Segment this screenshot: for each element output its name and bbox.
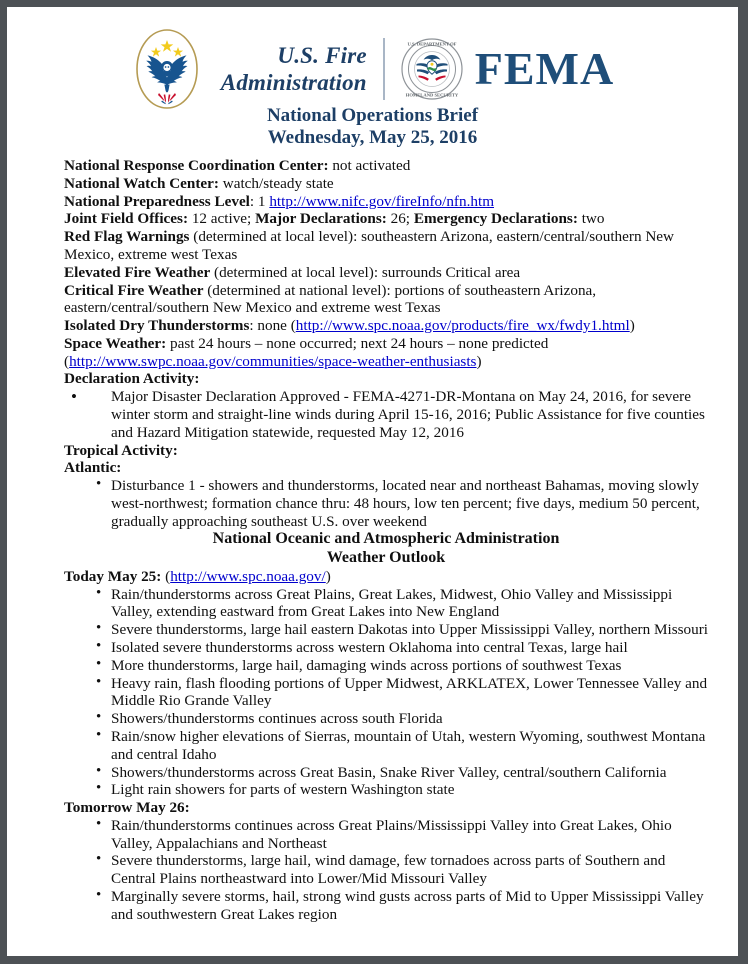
svg-text:U.S. DEPARTMENT OF: U.S. DEPARTMENT OF: [407, 41, 457, 47]
space-weather-line: [64, 335, 708, 353]
elevated-fire-weather-label: Elevated Fire Weather: [64, 263, 211, 281]
tropical-activity-list: [64, 477, 708, 530]
swpc-link[interactable]: http://www.swpc.noaa.gov/communities/space-weather-enthusiasts: [69, 352, 477, 370]
spc-fire-wx-link[interactable]: http://www.spc.noaa.gov/products/fire_wx/fwdy1.html: [295, 317, 630, 335]
list-item: • Rain/thunderstorms across Great Plains, Great Lakes, Midwest, Ohio Valley and Mississippi Valley, extending eastward from Great Lakes into New England: [64, 586, 708, 622]
noaa-heading-line1: National Oceanic and Atmospheric Administration: [212, 530, 560, 548]
list-item: • Major Disaster Declaration Approved - FEMA-4271-DR-Montana on May 24, 2016, for severe winter storm and straight-line winds during April 15-16, 2016; Public Assistance for five counties and Hazard Mitigation statewide, requested May 12, 2016: [64, 388, 708, 441]
emergency-declarations-value: two: [577, 210, 605, 228]
critical-fire-weather-line: [64, 282, 708, 318]
nrcc-label: National Response Coordination Center:: [64, 157, 329, 175]
nifc-link[interactable]: http://www.nifc.gov/fireInfo/nfn.htm: [269, 192, 495, 210]
red-flag-warnings-value: (determined at local level): southeastern Arizona, eastern/central/southern New Mexico, extreme west Texas: [64, 228, 675, 263]
document-page: [7, 7, 738, 956]
today-forecast-list: [64, 586, 708, 799]
declaration-activity-list: [64, 388, 708, 441]
list-item: • Isolated severe thunderstorms across western Oklahoma into central Texas, large hail: [64, 639, 708, 657]
space-weather-link-line: [64, 353, 708, 371]
critical-fire-weather-value: (determined at national level): portions of southeastern Arizona, eastern/central/southern New Mexico and extreme west Texas: [64, 281, 597, 317]
isolated-dry-thunderstorms-label: Isolated Dry Thunderstorms: [64, 317, 250, 335]
red-flag-warnings-line: [64, 228, 708, 264]
usfa-wordmark-line1: U.S. Fire: [277, 42, 367, 68]
jfo-value: 12 active;: [188, 210, 256, 228]
red-flag-warnings-label: Red Flag Warnings: [64, 228, 190, 246]
list-item: • Severe thunderstorms, large hail, wind damage, few tornadoes across parts of Southern and Central Plains northeastward into Lower/Mid Missouri Valley: [64, 852, 708, 888]
today-heading: [64, 568, 708, 586]
list-item: • Rain/thunderstorms continues across Great Plains/Mississippi Valley into Great Lakes, Ohio Valley, Appalachians and Northeast: [64, 817, 708, 853]
npl-value: : 1: [249, 192, 270, 210]
elevated-fire-weather-line: [64, 264, 708, 282]
usfa-wordmark-line2: Administration: [220, 70, 367, 95]
nwc-line: [64, 175, 708, 193]
document-body: [64, 157, 708, 923]
usfa-eagle-seal-icon: [131, 27, 203, 111]
page-title: [7, 105, 738, 149]
list-item: • Light rain showers for parts of western Washington state: [64, 781, 708, 799]
document-header: [7, 7, 738, 98]
space-weather-paren-close: ): [476, 352, 482, 370]
dhs-homeland-security-seal-icon: [401, 38, 463, 100]
isolated-dry-thunderstorms-close: ): [629, 317, 635, 335]
space-weather-paren-open: (: [64, 352, 70, 370]
fema-wordmark: FEMA: [474, 43, 615, 94]
list-item: • Marginally severe storms, hail, strong wind gusts across parts of Mid to Upper Mississippi Valley and southwestern Great Lakes region: [64, 888, 708, 924]
list-item: • More thunderstorms, large hail, damaging winds across portions of southwest Texas: [64, 657, 708, 675]
jfo-line: [64, 210, 708, 228]
major-declarations-label: Major Declarations:: [255, 210, 387, 228]
major-declarations-value: 26;: [386, 210, 414, 228]
svg-text:HOMELAND SECURITY: HOMELAND SECURITY: [405, 92, 458, 98]
critical-fire-weather-label: Critical Fire Weather: [64, 281, 204, 299]
nwc-label: National Watch Center:: [64, 174, 219, 192]
noaa-heading-line2: Weather Outlook: [326, 549, 446, 567]
nwc-value: watch/steady state: [218, 174, 334, 192]
today-label: Today May 25:: [64, 567, 162, 585]
page-title-line2: Wednesday, May 25, 2016: [267, 127, 478, 149]
list-item: • Rain/snow higher elevations of Sierras, mountain of Utah, western Wyoming, southwest Montana and central Idaho: [64, 728, 708, 764]
space-weather-label: Space Weather:: [64, 334, 167, 352]
atlantic-heading: Atlantic:: [64, 459, 122, 477]
list-item: • Heavy rain, flash flooding portions of Upper Midwest, ARKLATEX, Lower Tennessee Valley and Middle Rio Grande Valley: [64, 675, 708, 711]
elevated-fire-weather-value: (determined at local level): surrounds Critical area: [210, 263, 521, 281]
jfo-label: Joint Field Offices:: [64, 210, 189, 228]
npl-line: [64, 193, 708, 211]
isolated-dry-thunderstorms-line: [64, 317, 708, 335]
list-item: • Showers/thunderstorms continues across south Florida: [64, 710, 708, 728]
nrcc-line: [64, 157, 708, 175]
page-title-line1: National Operations Brief: [266, 105, 479, 126]
usfa-wordmark: [221, 42, 367, 96]
tropical-activity-heading: Tropical Activity:: [64, 441, 178, 459]
emergency-declarations-label: Emergency Declarations:: [413, 210, 578, 228]
tomorrow-heading: Tomorrow May 26:: [64, 799, 190, 817]
today-paren-open: (: [161, 567, 171, 585]
npl-label: National Preparedness Level: [64, 192, 250, 210]
list-item: • Showers/thunderstorms across Great Basin, Snake River Valley, central/southern California: [64, 764, 708, 782]
list-item: • Disturbance 1 - showers and thunderstorms, located near and northeast Bahamas, moving slowly west-northwest; formation chance thru: 48 hours, low ten percent; five days, medium 50 percent, gradually approaching southeast U.S. over weekend: [64, 477, 708, 530]
tomorrow-forecast-list: [64, 817, 708, 924]
header-divider: [383, 38, 385, 100]
today-paren-close: ): [325, 567, 331, 585]
declaration-activity-heading: Declaration Activity:: [64, 370, 200, 388]
nrcc-value: not activated: [328, 157, 411, 175]
space-weather-value: past 24 hours – none occurred; next 24 hours – none predicted: [166, 334, 549, 352]
list-item: • Severe thunderstorms, large hail eastern Dakotas into Upper Mississippi Valley, northern Missouri: [64, 621, 708, 639]
spc-noaa-link[interactable]: http://www.spc.noaa.gov/: [170, 567, 326, 585]
isolated-dry-thunderstorms-value: : none (: [249, 317, 296, 335]
